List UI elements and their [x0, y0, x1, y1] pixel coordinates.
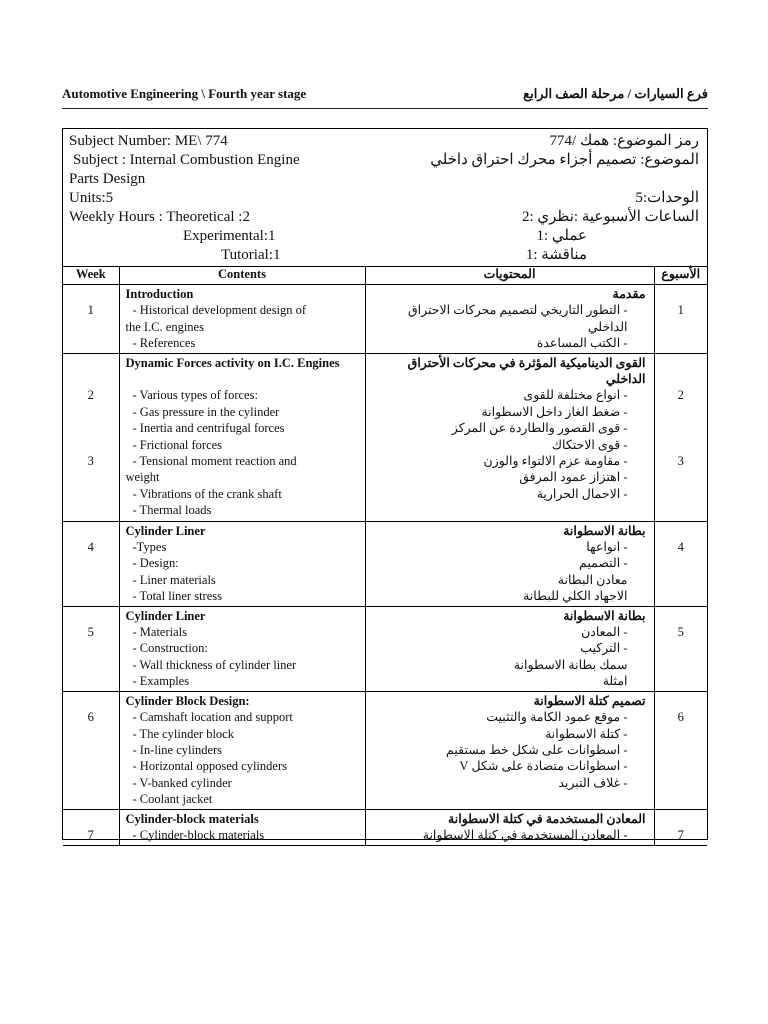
weekly-hours: Weekly Hours : Theoretical :2: [69, 209, 250, 225]
ar-weekly-hours: الساعات الأسبوعية :نظري :2: [522, 209, 699, 225]
ar-contents-cell: [365, 353, 654, 521]
ar-contents-cell: [365, 809, 654, 846]
ar-topic-item: - انواعها: [586, 540, 628, 555]
ar-topic-title: بطانة الاسطوانة: [563, 523, 646, 538]
contents-cell: [119, 353, 365, 521]
left-week-cell: [63, 809, 119, 846]
ar-topic-item: - التصميم: [579, 556, 628, 571]
ar-topic-item: - كتلة الاسطوانة: [545, 726, 628, 741]
ar-topic-item: - المعادن المستخدمة في كتلة الاسطوانة: [422, 827, 628, 842]
week-number: 5: [87, 625, 94, 640]
ar-topic-item: - اسطوانات متضادة على شكل V: [459, 759, 628, 774]
ar-topic-item: - الاحمال الحرارية: [536, 486, 628, 501]
col-ar-week: الأسبوع: [654, 266, 707, 285]
ar-contents-cell: [365, 521, 654, 606]
topic-item: - In-line cylinders: [132, 742, 223, 757]
table-row: [63, 809, 707, 846]
syllabus-box: [62, 128, 708, 840]
topic-item: - Total liner stress: [132, 589, 223, 604]
ar-topic-title: بطانة الاسطوانة: [563, 608, 646, 623]
right-week-cell: [654, 809, 707, 846]
ar-topic-item: امثلة: [602, 674, 628, 689]
right-week-cell: [654, 606, 707, 691]
topic-item: - Gas pressure in the cylinder: [132, 404, 280, 419]
week-number: 6: [87, 710, 94, 725]
topic-item: [126, 371, 359, 387]
topic-item: - Frictional forces: [132, 437, 223, 452]
week-number: 5: [677, 625, 684, 640]
subject-number: Subject Number: ME\ 774: [69, 133, 228, 149]
topic-item: - Tensional moment reaction and: [132, 454, 297, 469]
ar-topic-title: القوى الديناميكية المؤثرة في محركات الأحتراق: [407, 355, 646, 370]
left-week-cell: [63, 521, 119, 606]
subject-name-cont: Parts Design: [69, 171, 146, 187]
topic-item: the I.C. engines: [125, 319, 204, 334]
contents-cell: [119, 691, 365, 809]
topic-item: - Inertia and centrifugal forces: [132, 421, 285, 436]
col-ar-contents: المحتويات: [365, 266, 654, 285]
topic-item: -Types: [132, 540, 167, 555]
header-course-title-arabic: فرع السيارات / مرحلة الصف الرابع: [523, 86, 708, 101]
experimental-hours: Experimental:1: [183, 228, 276, 244]
contents-cell: [119, 285, 365, 354]
ar-topic-item: الاجهاد الكلي للبطانة: [523, 589, 628, 604]
ar-topic-item: الداخلي: [587, 319, 628, 334]
topic-item: - References: [132, 336, 196, 351]
ar-topic-item: - غلاف التبريد: [558, 775, 628, 790]
ar-experimental-hours: عملي :1: [536, 228, 587, 244]
week-number: 2: [87, 388, 94, 403]
ar-topic-title: الداخلي: [605, 372, 646, 387]
topic-title: Cylinder Liner: [125, 608, 206, 623]
ar-topic-item: معادن البطانة: [557, 572, 628, 587]
subject-info: [63, 129, 707, 267]
units: Units:5: [69, 190, 114, 206]
week-number: 4: [87, 540, 94, 555]
week-number: 6: [677, 710, 684, 725]
left-week-cell: [63, 285, 119, 354]
topic-title: Cylinder Liner: [125, 523, 206, 538]
left-week-cell: [63, 606, 119, 691]
week-number: 1: [677, 303, 684, 318]
topic-item: - Materials: [132, 625, 187, 640]
topic-item: - Vibrations of the crank shaft: [132, 486, 282, 501]
ar-topic-item: - موقع عمود الكامة والتثبيت: [486, 710, 628, 725]
ar-units: الوحدات:5: [635, 190, 699, 206]
right-week-cell: [654, 691, 707, 809]
ar-subject-name: الموضوع: تصميم أجزاء محرك احتراق داخلي: [430, 152, 699, 168]
topic-item: - Construction:: [132, 641, 208, 656]
right-week-cell: [654, 521, 707, 606]
ar-topic-title: المعادن المستخدمة في كتلة الاسطوانة: [448, 811, 646, 826]
topic-title: Cylinder Block Design:: [125, 693, 250, 708]
topic-item: - Design:: [132, 556, 179, 571]
table-header-row: [63, 266, 707, 285]
left-week-cell: [63, 353, 119, 521]
contents-cell: [119, 606, 365, 691]
ar-topic-item: - الكتب المساعدة: [536, 336, 628, 351]
ar-topic-title: مقدمة: [612, 287, 646, 301]
week-number: 1: [87, 303, 94, 318]
topic-item: - Coolant jacket: [132, 792, 213, 807]
ar-subject-number: رمز الموضوع: همك /774: [549, 133, 699, 149]
topic-item: - Various types of forces:: [132, 388, 258, 403]
ar-topic-item: - ضغط الغاز داخل الاسطوانة: [481, 404, 628, 419]
week-number: 2: [677, 388, 684, 403]
table-row: [63, 521, 707, 606]
table-row: [63, 285, 707, 354]
ar-topic-item: - مقاومة عزم الالتواء والوزن: [483, 454, 628, 469]
header-rule: [62, 108, 708, 109]
week-number: 3: [87, 454, 94, 469]
topic-item: weight: [125, 470, 160, 485]
table-row: [63, 353, 707, 521]
left-week-cell: [63, 691, 119, 809]
topic-title: Introduction: [125, 287, 194, 301]
topic-item: - V-banked cylinder: [132, 775, 232, 790]
right-week-cell: [654, 353, 707, 521]
ar-contents-cell: [365, 606, 654, 691]
ar-topic-item: - قوى القصور والطاردة عن المركز: [451, 421, 628, 436]
ar-topic-item: - التطور التاريخي لتصميم محركات الاحتراق: [407, 303, 628, 318]
ar-topic-item: - اهتزاز عمود المرفق: [519, 470, 628, 485]
week-number: 7: [87, 827, 94, 842]
contents-cell: [119, 809, 365, 846]
ar-topic-title: تصميم كتلة الاسطوانة: [533, 693, 646, 708]
topic-item: - Camshaft location and support: [132, 710, 293, 725]
header-course-title: Automotive Engineering \ Fourth year stage: [62, 86, 307, 101]
weekly-schedule-table: [63, 266, 707, 846]
col-contents: Contents: [119, 266, 365, 285]
subject-name: Subject : Internal Combustion Engine: [73, 152, 300, 168]
topic-item: - Cylinder-block materials: [132, 827, 265, 842]
col-week: Week: [63, 266, 119, 285]
ar-topic-item: - انواع مختلفة للقوى: [523, 388, 628, 403]
week-number: 4: [677, 540, 684, 555]
week-number: 3: [677, 454, 684, 469]
ar-contents-cell: [365, 691, 654, 809]
ar-topic-item: - اسطوانات على شكل خط مستقيم: [446, 742, 628, 757]
ar-tutorial-hours: مناقشة :1: [525, 247, 587, 263]
right-week-cell: [654, 285, 707, 354]
topic-item: - Examples: [132, 674, 190, 689]
ar-topic-item: سمك بطانة الاسطوانة: [513, 657, 628, 672]
table-row: [63, 606, 707, 691]
contents-cell: [119, 521, 365, 606]
topic-item: - Historical development design of: [132, 303, 307, 318]
topic-item: - Horizontal opposed cylinders: [132, 759, 287, 774]
topic-item: - Thermal loads: [132, 503, 212, 518]
topic-item: - Liner materials: [132, 572, 216, 587]
week-number: 7: [677, 827, 684, 842]
page-header: [62, 86, 708, 106]
topic-title: Cylinder-block materials: [125, 811, 259, 826]
ar-topic-item: - التركيب: [580, 641, 628, 656]
topic-title: Dynamic Forces activity on I.C. Engines: [125, 355, 340, 370]
ar-topic-item: - المعادن: [581, 625, 628, 640]
table-row: [63, 691, 707, 809]
ar-topic-item: - قوى الاحتكاك: [551, 437, 628, 452]
topic-item: - Wall thickness of cylinder liner: [132, 657, 297, 672]
ar-contents-cell: [365, 285, 654, 354]
topic-item: - The cylinder block: [132, 726, 234, 741]
tutorial-hours: Tutorial:1: [221, 247, 281, 263]
